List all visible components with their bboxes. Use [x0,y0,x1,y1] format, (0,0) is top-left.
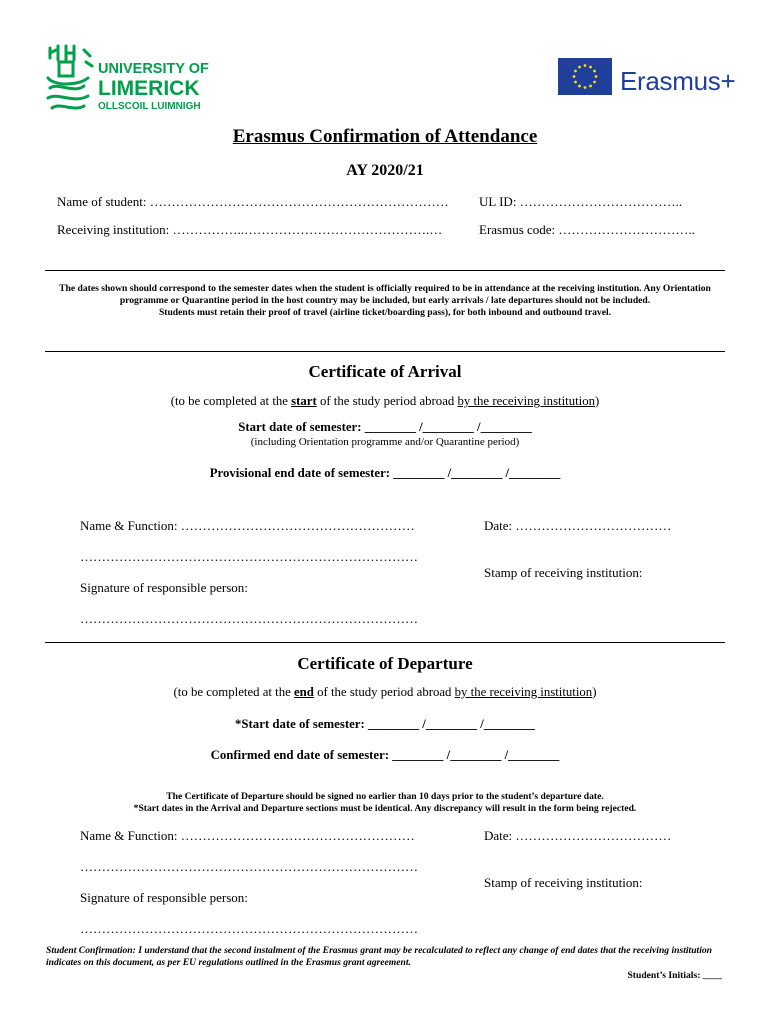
ul-name-line3: OLLSCOIL LUIMNIGH [98,100,201,112]
ul-id-field[interactable]: UL ID: ……………………………….. [479,194,683,209]
departure-signature-label: Signature of responsible person: [80,890,248,905]
erasmus-plus-logo: Erasmus+ [620,66,736,96]
notice-text: The dates shown should correspond to the semester dates when the student is officially required to be in attendance at the receiving institution. Any Orientation programme or Quarantine period in the host country may be included, but early arrivals / late departures should not be included. [59,283,711,306]
arrival-stamp-label: Stamp of receiving institution: [484,565,643,580]
page-title: Erasmus Confirmation of Attendance [232,126,538,147]
university-of-limerick-logo [44,42,214,116]
eu-star-icon [593,70,596,73]
erasmus-code-field[interactable]: Erasmus code: ………………………….. [479,222,695,237]
ul-name-line1: UNIVERSITY OF [98,61,209,77]
provisional-end-date-field[interactable]: Provisional end date of semester: ________ /________ /________ [209,466,561,480]
departure-notes [45,791,725,815]
departure-date-field[interactable]: Date: ……………………………… [484,828,672,843]
academic-year: AY 2020/21 [346,162,424,179]
ul-crest-icon [44,42,94,116]
notice-travel: Students must retain their proof of travel (airline ticket/boarding pass), for both inbound and outbound travel. [158,307,612,318]
divider [45,270,725,271]
departure-name-function-field[interactable]: Name & Function: ……………………………………………… [80,828,415,843]
eu-star-icon [573,75,576,78]
departure-instruction: (to be completed at the end of the study period abroad by the receiving institution) [173,685,597,699]
departure-note-2: *Start dates in the Arrival and Departure sections must be identical. Any discrepancy will result in the form being rejected. [133,803,637,814]
eu-star-icon [589,66,592,69]
ul-name-line2: LIMERICK [98,76,200,100]
confirmed-end-date-field[interactable]: Confirmed end date of semester: ________ /________ /________ [210,748,560,762]
arrival-signature-line[interactable]: …………………………………………………………………… [80,611,418,626]
departure-dotted-line[interactable]: …………………………………………………………………… [80,859,418,874]
eu-star-icon [595,75,598,78]
arrival-dotted-line[interactable]: …………………………………………………………………… [80,549,418,564]
arrival-date-field[interactable]: Date: ……………………………… [484,518,672,533]
arrival-signature-label: Signature of responsible person: [80,580,248,595]
arrival-name-function-field[interactable]: Name & Function: ……………………………………………… [80,518,415,533]
receiving-institution-field[interactable]: Receiving institution: ……………..…………………………………….… [57,222,443,237]
eu-star-icon [584,86,587,89]
student-name-field[interactable]: Name of student: …………………………………………………………… [57,194,449,209]
divider [45,642,725,643]
eu-star-icon [578,66,581,69]
departure-heading: Certificate of Departure [297,654,473,673]
eu-star-icon [574,70,577,73]
departure-note-1: The Certificate of Departure should be signed no earlier than 10 days prior to the student’s departure date. [166,791,604,802]
arrival-instruction: (to be completed at the start of the study period abroad by the receiving institution) [170,394,600,408]
attendance-notice [45,283,725,319]
eu-star-icon [593,81,596,84]
divider [45,351,725,352]
eu-star-icon [578,85,581,88]
student-confirmation: Student Confirmation: I understand that the second instalment of the Erasmus grant may be recalculated to reflect any change of end dates that the receiving institution indicates on this document, as per EU regulations outlined in the Erasmus grant agreement. [46,945,713,968]
eu-star-icon [574,81,577,84]
arrival-start-date-field[interactable]: Start date of semester: ________ /________ /________ [238,420,532,434]
departure-start-date-field[interactable]: *Start date of semester: ________ /________ /________ [235,717,535,731]
arrival-start-note: (including Orientation programme and/or Quarantine period) [250,436,520,448]
arrival-heading: Certificate of Arrival [308,362,462,381]
departure-signature-line[interactable]: …………………………………………………………………… [80,921,418,936]
eu-star-icon [589,85,592,88]
eu-star-icon [584,64,587,67]
eu-flag-icon [558,58,612,95]
departure-stamp-label: Stamp of receiving institution: [484,875,643,890]
student-initials-field[interactable]: Student’s Initials: ____ [627,970,722,981]
